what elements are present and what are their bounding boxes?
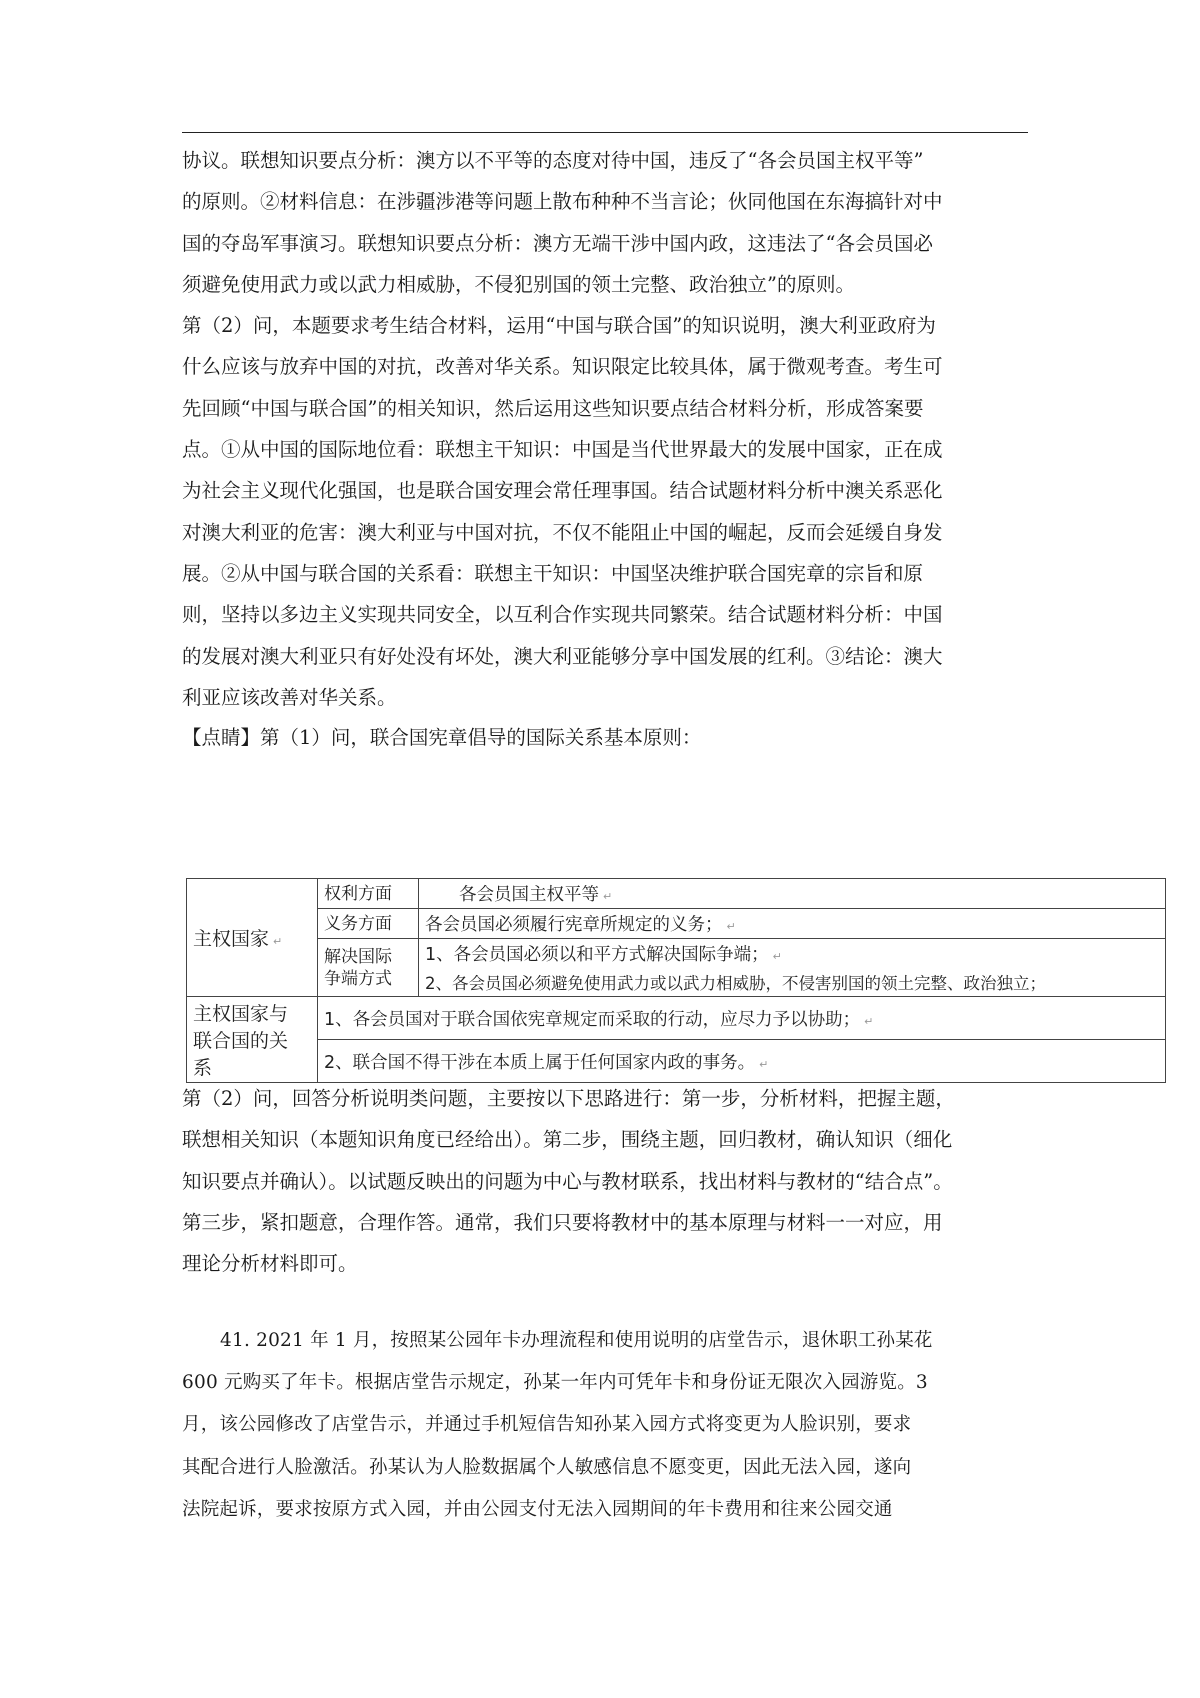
tip-heading: 【点睛】第（1）问，联合国宪章倡导的国际关系基本原则： [182,726,702,750]
method-paragraph [182,1078,1028,1284]
text-line: 利亚应该改善对华关系。 [182,685,397,709]
text-line: 月，该公园修改了店堂告示，并通过手机短信告知孙某入园方式将变更为人脸识别，要求 [182,1414,912,1436]
table-row [187,939,1166,969]
cell-text: 争端方式 [324,968,392,989]
cell-text: 1、各会员国必须以和平方式解决国际争端； [425,945,769,965]
relation-label-cell [187,997,318,1083]
principles-table-image [186,878,1166,1079]
text-line: 点。①从中国的国际地位看：联想主干知识：中国是当代世界最大的发展中国家，正在成 [182,438,943,462]
text-line: 对澳大利亚的危害：澳大利亚与中国对抗，不仅不能阻止中国的崛起，反而会延缓自身发 [182,520,943,544]
text-line: 展。②从中国与联合国的关系看：联想主干知识：中国坚决维护联合国宪章的宗旨和原 [182,561,924,585]
cell-text: 2、各会员国必须避免使用武力或以武力相威胁，不侵害别国的领土完整、政治独立； [425,974,1046,993]
text-line: 国的夺岛军事演习。联想知识要点分析：澳方无端干涉中国内政，这违法了“各会员国必 [182,231,933,255]
rights-value-cell [419,879,1166,909]
text-line: 则，坚持以多边主义实现共同安全，以互利合作实现共同繁荣。结合试题材料分析：中国 [182,603,943,627]
dispute-label-cell [318,939,419,997]
text-line: 先回顾“中国与联合国”的相关知识，然后运用这些知识要点结合材料分析，形成答案要 [182,396,924,420]
question-41-text [182,1320,1028,1531]
dispute-value-cell-2 [419,968,1166,997]
cell-text: 义务方面 [324,913,392,934]
text-line: 联想相关知识（本题知识角度已经给出）。第二步，围绕主题，回归教材，确认知识（细化 [182,1128,953,1152]
text-line: 的发展对澳大利亚只有好处没有坏处，澳大利亚能够分享中国发展的红利。③结论：澳大 [182,644,943,668]
cell-text: 1、各会员国对于联合国依宪章规定而采取的行动，应尽力予以协助； [324,1009,861,1030]
cell-text: 权利方面 [324,883,392,904]
question-41 [182,1320,1028,1531]
duties-value-cell [419,909,1166,939]
cell-text: 各会员国必须履行宪章所规定的义务； [425,915,723,935]
table-row [187,879,1166,909]
sovereign-state-cell [187,879,318,997]
paragraph-mark: ↵ [759,1057,769,1071]
text-line: 的原则。②材料信息：在涉疆涉港等问题上散布种种不当言论；伙同他国在东海搞针对中 [182,190,943,214]
analysis-paragraph-2 [182,305,1028,718]
analysis-paragraph-1 [182,140,1028,305]
relation-value-cell-2 [318,1040,1166,1083]
rights-label-cell [318,879,419,909]
page-header-rule [182,132,1028,133]
cell-text: 解决国际 [324,946,392,967]
duties-label-cell [318,909,419,939]
text-line: 第（2）问，回答分析说明类问题，主要按以下思路进行：第一步，分析材料，把握主题， [182,1087,955,1110]
cell-text: 主权国家 [193,928,270,950]
text-line: 知识要点并确认）。以试题反映出的问题为中心与教材联系，找出材料与教材的“结合点”。 [182,1169,953,1193]
cell-text: 系 [193,1057,213,1079]
answer-method [182,1078,1028,1284]
text-line: 为社会主义现代化强国，也是联合国安理会常任理事国。结合试题材料分析中澳关系恶化 [182,479,943,503]
text-line: 第（2）问，本题要求考生结合材料，运用“中国与联合国”的知识说明，澳大利亚政府为 [182,314,936,338]
table-row [187,1040,1166,1083]
answer-analysis [182,140,1028,758]
text-line: 法院起诉，要求按原方式入园，并由公园支付无法入园期间的年卡费用和往来公园交通 [182,1498,893,1520]
cell-text: 2、联合国不得干涉在本质上属于任何国家内政的事务。 [324,1052,756,1073]
table-row [187,909,1166,939]
text-line: 41. 2021 年 1 月，按照某公园年卡办理流程和使用说明的店堂告示，退休职工孙某花 [220,1330,933,1351]
text-line: 什么应该与放弃中国的对抗，改善对华关系。知识限定比较具体，属于微观考查。考生可 [182,355,943,379]
relation-value-cell-1 [318,997,1166,1040]
paragraph-mark: ↵ [726,920,736,933]
text-line: 其配合进行人脸激活。孙某认为人脸数据属个人敏感信息不愿变更，因此无法入园，遂向 [182,1456,912,1478]
text-line: 理论分析材料即可。 [182,1252,358,1276]
paragraph-mark: ↵ [864,1014,874,1028]
principles-table [186,878,1166,1083]
dispute-value-cell-1 [419,939,1166,969]
text-line: 须避免使用武力或以武力相威胁，不侵犯别国的领土完整、政治独立”的原则。 [182,272,855,296]
text-line: 第三步，紧扣题意，合理作答。通常，我们只要将教材中的基本原理与材料一一对应，用 [182,1210,943,1234]
text-line: 600 元购买了年卡。根据店堂告示规定，孙某一年内可凭年卡和身份证无限次入园游览。3 [182,1372,928,1394]
paragraph-mark: ↵ [603,890,613,903]
cell-text: 各会员国主权平等 [459,885,599,905]
cell-text: 联合国的关 [193,1030,289,1052]
paragraph-mark: ↵ [273,935,283,948]
paragraph-mark: ↵ [772,950,782,963]
text-line: 协议。联想知识要点分析：澳方以不平等的态度对待中国，违反了“各会员国主权平等” [182,149,924,172]
table-row [187,997,1166,1040]
cell-text: 主权国家与 [193,1003,289,1025]
